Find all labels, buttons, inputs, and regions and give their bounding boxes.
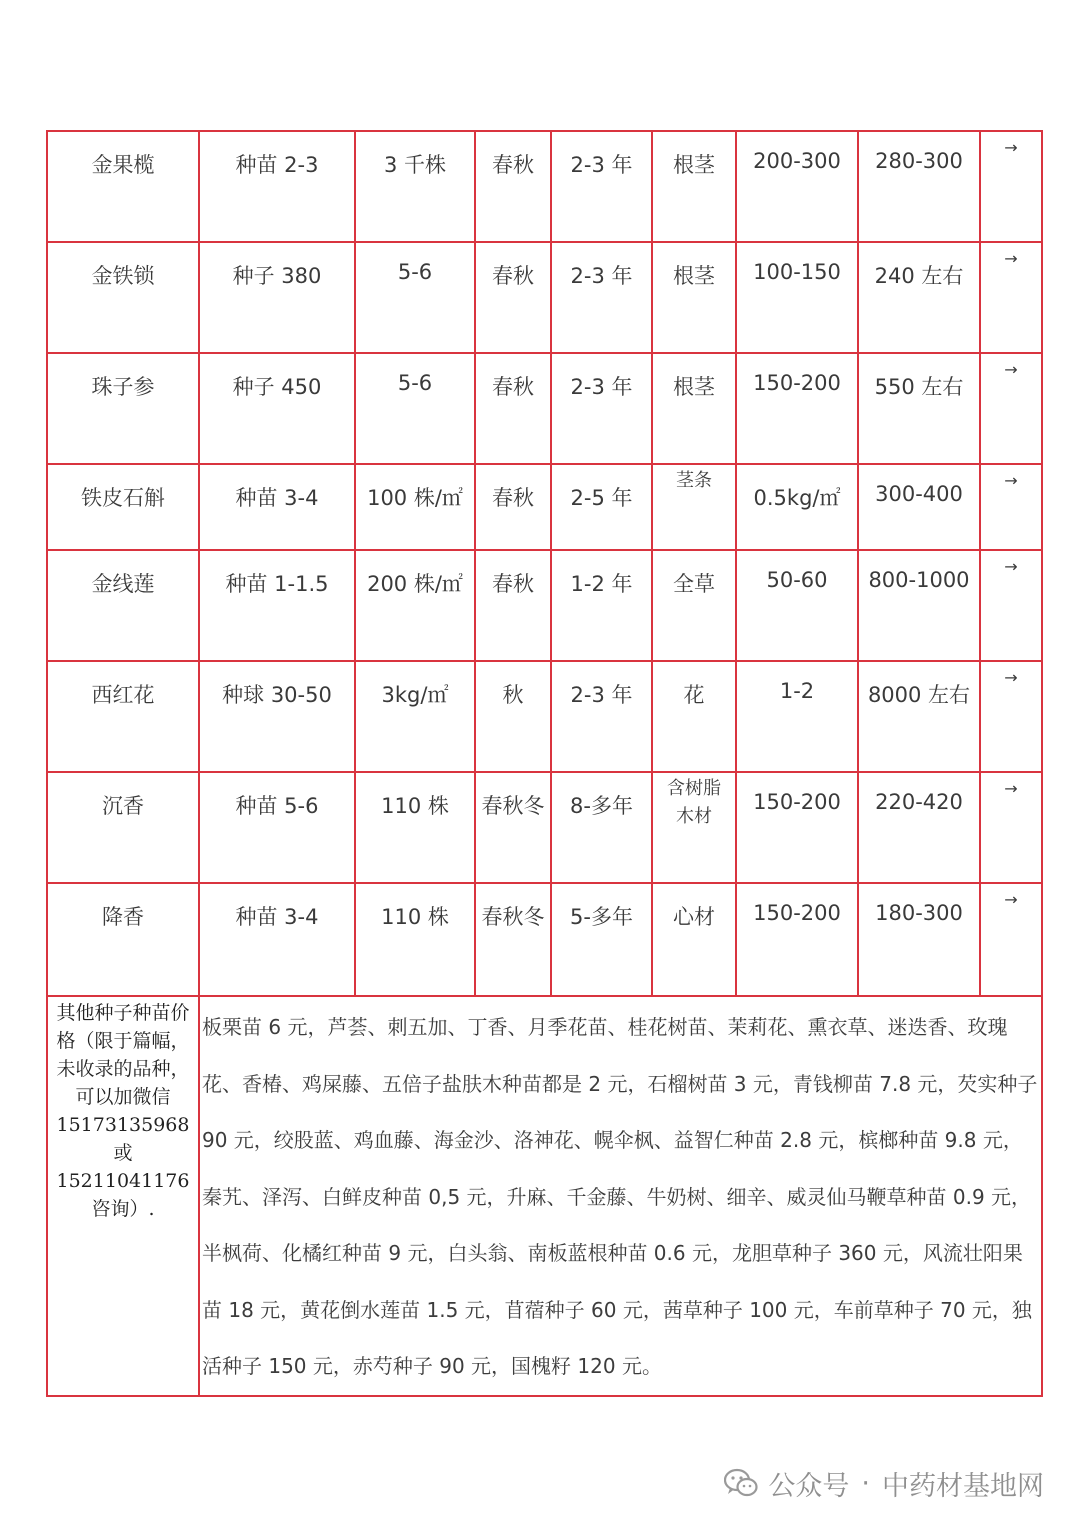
other-prices-row	[47, 996, 1042, 1396]
table-row	[47, 661, 1042, 772]
harvest-part: 心材	[652, 883, 736, 996]
arrow-mark: →	[980, 464, 1042, 550]
harvest-part-line: 含树脂	[667, 778, 721, 799]
season: 秋	[475, 661, 551, 772]
season: 春秋	[475, 131, 551, 242]
herb-name: 金铁锁	[47, 242, 199, 353]
wechat-icon	[724, 1468, 758, 1498]
arrow-mark: →	[980, 353, 1042, 464]
density: 100 株/㎡	[355, 464, 475, 550]
yield: 150-200	[736, 772, 858, 883]
harvest-part: 茎条	[652, 464, 736, 550]
harvest-part: 根茎	[652, 131, 736, 242]
table-row	[47, 353, 1042, 464]
propagation: 种苗 5-6	[199, 772, 355, 883]
harvest-part	[652, 772, 736, 883]
herb-name: 珠子参	[47, 353, 199, 464]
harvest-part: 全草	[652, 550, 736, 661]
growth-period: 1-2 年	[551, 550, 652, 661]
other-prices-text: 板栗苗 6 元，芦荟、刺五加、丁香、月季花苗、桂花树苗、茉莉花、熏衣草、迷迭香、玫瑰花、香椿、鸡屎藤、五倍子盐肤木种苗都是 2 元，石榴树苗 3 元，青钱柳苗 7.8 元，芡实种子 90 元，绞股蓝、鸡血藤、海金沙、洛神花、幌伞枫、益智仁种苗 2.8 元，槟榔种苗 9.8 元，秦艽、泽泻、白鲜皮种苗 0,5 元，升麻、千金藤、牛奶树、细辛、威灵仙马鞭草种苗 0.9 元，半枫荷、化橘红种苗 9 元，白头翁、南板蓝根种苗 0.6 元，龙胆草种子 360 元，风流壮阳果苗 18 元，黄花倒水莲苗 1.5 元，苜蓿种子 60 元，茜草种子 100 元，车前草种子 70 元，独活种子 150 元，赤芍种子 90 元，国槐籽 120 元。	[199, 996, 1042, 1396]
season: 春秋冬	[475, 883, 551, 996]
yield: 150-200	[736, 883, 858, 996]
table-row	[47, 131, 1042, 242]
arrow-mark: →	[980, 883, 1042, 996]
propagation: 种苗 3-4	[199, 464, 355, 550]
price: 300-400	[858, 464, 980, 550]
arrow-mark: →	[980, 661, 1042, 772]
arrow-mark: →	[980, 242, 1042, 353]
growth-period: 8-多年	[551, 772, 652, 883]
season: 春秋	[475, 464, 551, 550]
density: 110 株	[355, 772, 475, 883]
table-row	[47, 883, 1042, 996]
growth-period: 5-多年	[551, 883, 652, 996]
yield: 150-200	[736, 353, 858, 464]
herb-name: 沉香	[47, 772, 199, 883]
arrow-mark: →	[980, 772, 1042, 883]
table-row	[47, 550, 1042, 661]
table-row	[47, 242, 1042, 353]
propagation: 种苗 3-4	[199, 883, 355, 996]
season: 春秋	[475, 353, 551, 464]
arrow-mark: →	[980, 131, 1042, 242]
harvest-part: 根茎	[652, 242, 736, 353]
yield: 1-2	[736, 661, 858, 772]
harvest-part-line: 木材	[676, 806, 712, 827]
price: 280-300	[858, 131, 980, 242]
propagation: 种子 380	[199, 242, 355, 353]
price: 180-300	[858, 883, 980, 996]
harvest-part: 花	[652, 661, 736, 772]
propagation: 种苗 2-3	[199, 131, 355, 242]
propagation: 种球 30-50	[199, 661, 355, 772]
density: 5-6	[355, 242, 475, 353]
price: 800-1000	[858, 550, 980, 661]
herb-name: 铁皮石斛	[47, 464, 199, 550]
watermark	[724, 1463, 1044, 1503]
watermark-name: 中药材基地网	[882, 1470, 1044, 1502]
other-prices-label: 其他种子种苗价格（限于篇幅，未收录的品种，可以加微信 15173135968 或 15211041176 咨询）.	[47, 996, 199, 1396]
herb-name: 西红花	[47, 661, 199, 772]
yield: 100-150	[736, 242, 858, 353]
watermark-separator: ·	[861, 1467, 870, 1499]
growth-period: 2-3 年	[551, 353, 652, 464]
density: 5-6	[355, 353, 475, 464]
propagation: 种子 450	[199, 353, 355, 464]
table-row	[47, 772, 1042, 883]
density: 110 株	[355, 883, 475, 996]
density: 3 千株	[355, 131, 475, 242]
herb-name: 金果榄	[47, 131, 199, 242]
growth-period: 2-3 年	[551, 131, 652, 242]
propagation: 种苗 1-1.5	[199, 550, 355, 661]
herb-name: 降香	[47, 883, 199, 996]
price: 220-420	[858, 772, 980, 883]
yield: 50-60	[736, 550, 858, 661]
growth-period: 2-3 年	[551, 661, 652, 772]
harvest-part: 根茎	[652, 353, 736, 464]
price: 240 左右	[858, 242, 980, 353]
price-table	[46, 130, 1043, 1397]
season: 春秋	[475, 550, 551, 661]
yield: 200-300	[736, 131, 858, 242]
price: 550 左右	[858, 353, 980, 464]
growth-period: 2-5 年	[551, 464, 652, 550]
arrow-mark: →	[980, 550, 1042, 661]
density: 3kg/㎡	[355, 661, 475, 772]
season: 春秋	[475, 242, 551, 353]
table-row	[47, 464, 1042, 550]
herb-name: 金线莲	[47, 550, 199, 661]
price: 8000 左右	[858, 661, 980, 772]
watermark-prefix: 公众号	[768, 1470, 850, 1502]
growth-period: 2-3 年	[551, 242, 652, 353]
season: 春秋冬	[475, 772, 551, 883]
yield: 0.5kg/㎡	[736, 464, 858, 550]
density: 200 株/㎡	[355, 550, 475, 661]
